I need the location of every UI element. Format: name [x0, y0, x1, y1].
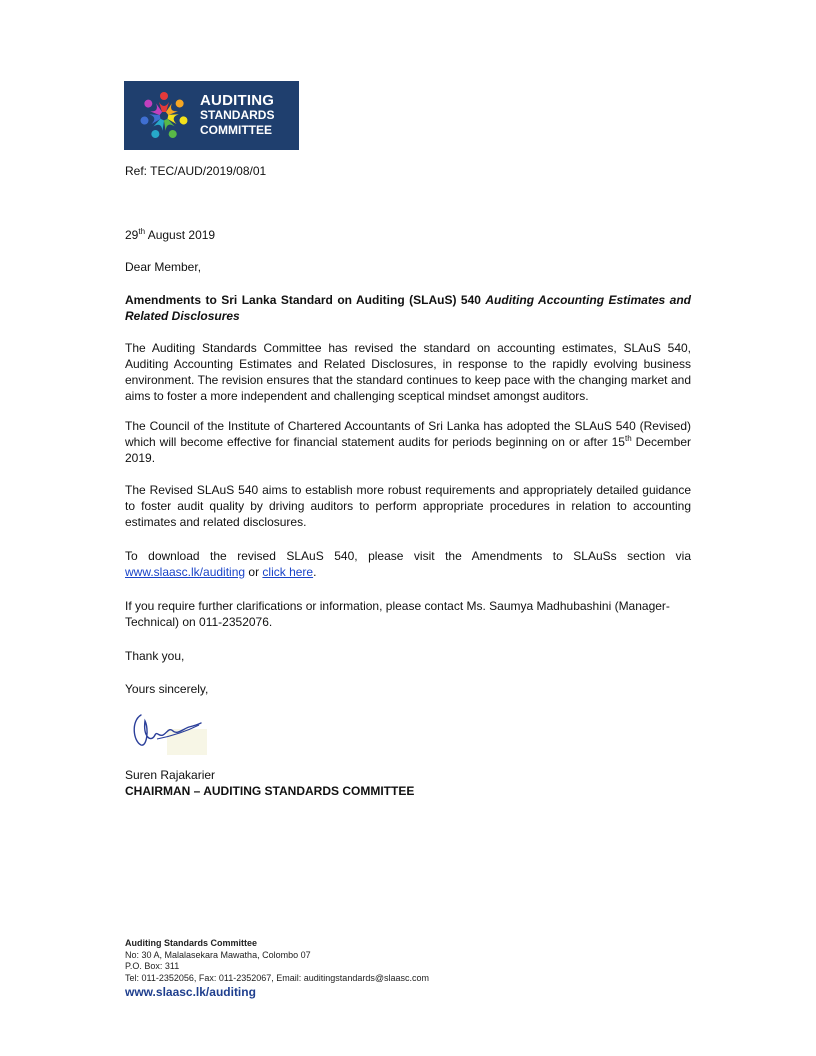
footer-pobox: P.O. Box: 311 [125, 961, 180, 971]
footer-contact: Tel: 011-2352056, Fax: 011-2352067, Email: auditingstandards@slaasc.com [125, 972, 429, 983]
committee-logo [124, 81, 299, 150]
footer-org: Auditing Standards Committee [125, 938, 258, 948]
p4-period: . [313, 565, 317, 579]
p2-text: The Council of the Institute of Chartered Accountants of Sri Lanka has adopted the SLAuS 540 (Revised) which will become effective for financial statement audits for periods beginning on or after 15 [125, 419, 691, 449]
subject-italic: Auditing Accounting Estimates and Related Disclosures [125, 293, 691, 323]
footer [125, 938, 429, 999]
star-people-logo-icon [136, 88, 192, 144]
thank-you: Thank you, [125, 649, 185, 663]
p4-or: or [245, 565, 263, 579]
logo-line-2: STANDARDS [200, 108, 275, 122]
salutation: Dear Member, [125, 260, 202, 274]
website-link[interactable]: www.slaasc.lk/auditing [125, 565, 246, 579]
reference-number: Ref: TEC/AUD/2019/08/01 [125, 164, 267, 178]
p2-suffix: th [624, 434, 632, 443]
footer-address: No: 30 A, Malalasekara Mawatha, Colombo 07 [125, 949, 311, 960]
date-day: 29 [125, 228, 139, 242]
p2-text-end: December 2019. [125, 435, 692, 465]
paragraph-3: The Revised SLAuS 540 aims to establish more robust requirements and appropriately detailed guidance to foster audit quality by driving auditors to perform appropriate procedures in relation to accounting estimates and related disclosures. [125, 483, 691, 529]
logo-wordmark [200, 93, 274, 138]
paragraph-1: The Auditing Standards Committee has revised the standard on accounting estimates, SLAuS 540, Auditing Accounting Estimates and Related Disclosures, in response to the rapidly evolving business environment. The revision ensures that the standard continues to keep pace with the changing market and aims to foster a more independent and challenging sceptical mindset amongst auditors. [125, 341, 691, 403]
click-here-link[interactable]: click here [262, 565, 314, 579]
footer-website: www.slaasc.lk/auditing [125, 985, 256, 999]
paragraph-2 [125, 418, 691, 466]
yours-sincerely: Yours sincerely, [125, 682, 209, 696]
paragraph-4 [125, 548, 691, 580]
subject-line [125, 292, 691, 324]
logo-line-3: COMMITTEE [200, 123, 272, 137]
logo-line-1: AUDITING [200, 92, 275, 109]
signatory-name: Suren Rajakarier [125, 768, 216, 782]
date-rest: August 2019 [145, 228, 216, 242]
signatory-title: CHAIRMAN – AUDITING STANDARDS COMMITTEE [125, 784, 415, 798]
letter-date [125, 227, 691, 243]
paragraph-5: If you require further clarifications or information, please contact Ms. Saumya Madhubashini (Manager-Technical) on 011-2352076. [125, 599, 670, 629]
date-suffix: th [138, 227, 146, 236]
p4-text: To download the revised SLAuS 540, please visit the Amendments to SLAuSs section via [125, 549, 691, 563]
signature-image [127, 707, 209, 757]
subject-plain: Amendments to Sri Lanka Standard on Auditing (SLAuS) 540 [125, 293, 486, 307]
